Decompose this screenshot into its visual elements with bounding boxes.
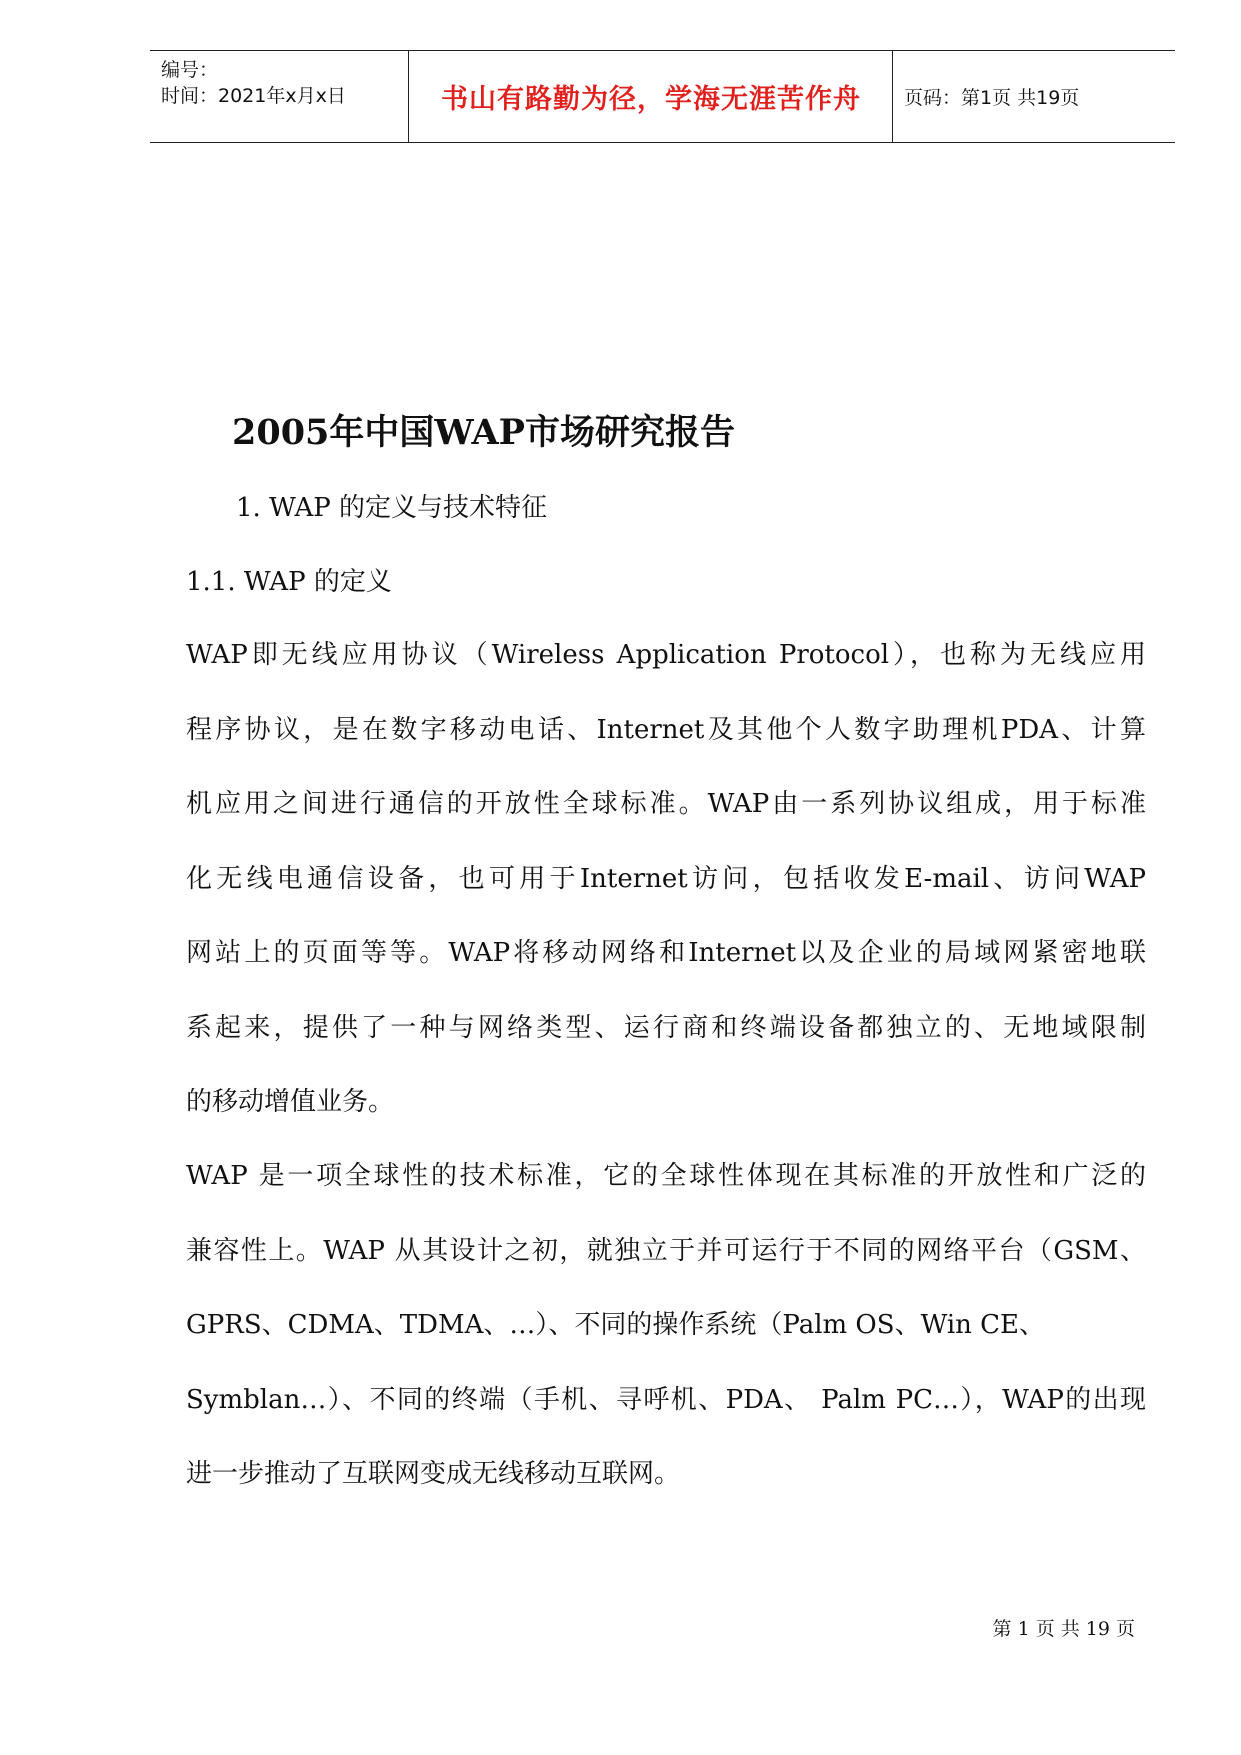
paragraph-line: 机应用之间进行通信的开放性全球标准。WAP由一系列协议组成，用于标准 (186, 789, 1146, 819)
paragraph-line: Symblan…）、不同的终端（手机、寻呼机、PDA、 Palm PC…），WAP的出现 (186, 1384, 1146, 1415)
paragraph-line: 网站上的页面等等。WAP将移动网络和Internet以及企业的局域网紧密地联 (186, 938, 1146, 968)
paragraph-wap-definition (186, 618, 1146, 1140)
document-number-label: 编号： (161, 59, 219, 81)
paragraph-wap-global-standard (186, 1139, 1146, 1512)
page-header (150, 50, 1175, 143)
section-heading-1-1: 1.1. WAP 的定义 (186, 567, 392, 597)
paragraph-line: 的移动增值业务。 (186, 1087, 395, 1117)
header-page-info: 页码：第1页 共19页 (904, 86, 1080, 109)
section-heading-1: 1. WAP 的定义与技术特征 (236, 493, 548, 523)
paragraph-line: WAP即无线应用协议（Wireless Application Protocol），也称为无线应用 (186, 640, 1146, 670)
paragraph-line: 程序协议，是在数字移动电话、Internet及其他个人数字助理机PDA、计算 (186, 714, 1146, 745)
paragraph-line: GPRS、CDMA、TDMA、…）、不同的操作系统（Palm OS、Win CE、 (186, 1310, 1046, 1340)
document-title: 2005年中国WAP市场研究报告 (232, 412, 735, 453)
paragraph-line: 化无线电通信设备，也可用于Internet访问，包括收发E-mail、访问WAP (186, 863, 1146, 894)
paragraph-line: 系起来，提供了一种与网络类型、运行商和终端设备都独立的、无地域限制 (186, 1012, 1146, 1043)
header-meta (161, 57, 411, 109)
header-divider (892, 51, 893, 142)
page-footer-number: 第 1 页 共 19 页 (992, 1618, 1135, 1640)
paragraph-line: 进一步推动了互联网变成无线移动互联网。 (186, 1459, 681, 1489)
paragraph-line: WAP 是一项全球性的技术标准，它的全球性体现在其标准的开放性和广泛的 (186, 1161, 1146, 1191)
header-motto: 书山有路勤为径，学海无涯苦作舟 (441, 83, 861, 115)
header-divider (408, 51, 409, 142)
paragraph-line: 兼容性上。WAP 从其设计之初，就独立于并可运行于不同的网络平台（GSM、 (186, 1235, 1146, 1266)
document-time-label: 时间：2021年x月x日 (161, 85, 346, 107)
